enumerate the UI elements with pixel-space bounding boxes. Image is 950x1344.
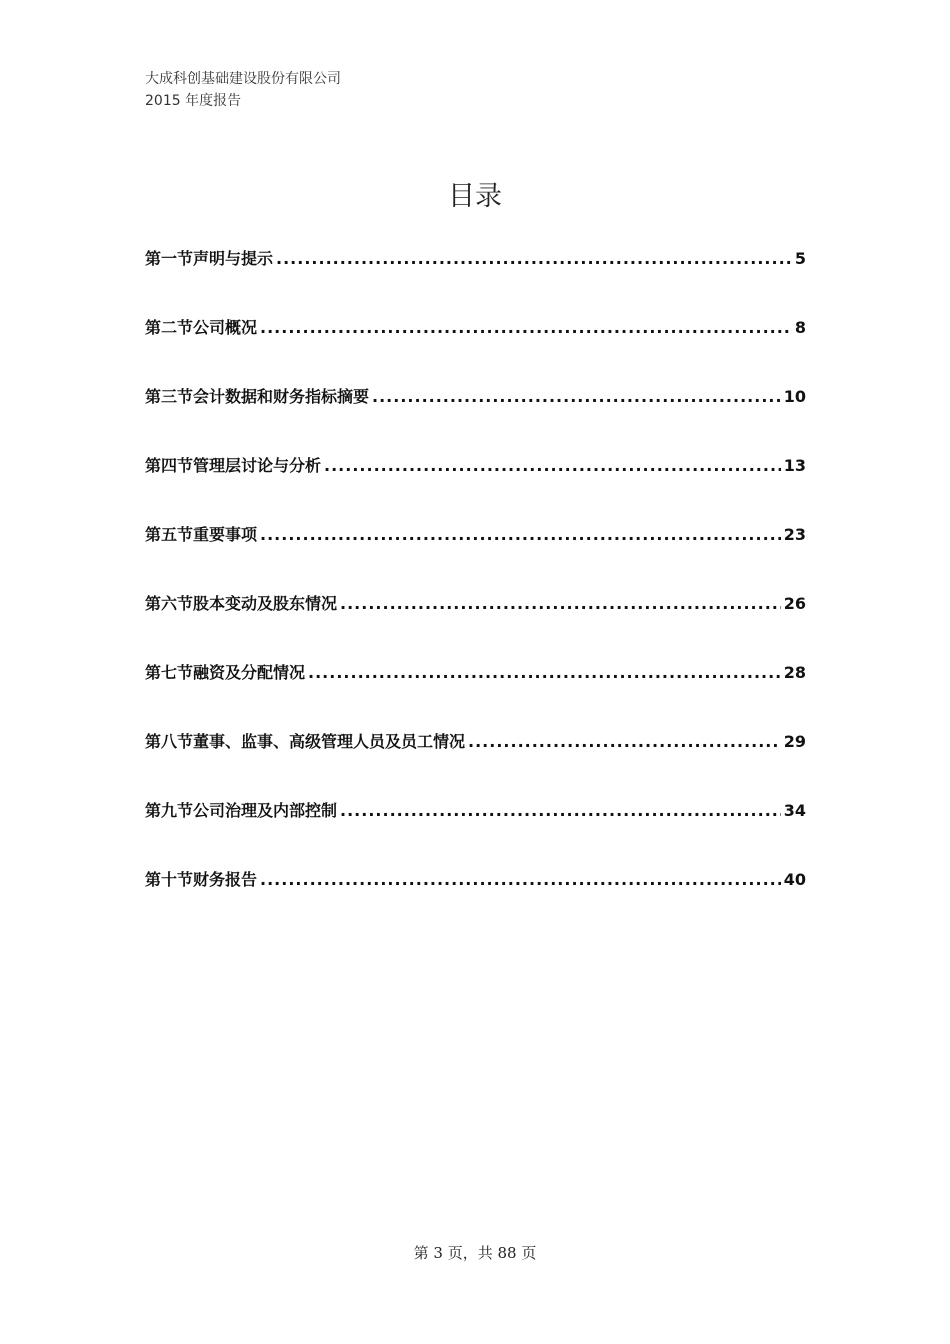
toc-entry-page: 40 — [783, 870, 806, 889]
toc-entry[interactable] — [145, 522, 806, 591]
toc-entry-label: 第八节董事、监事、高级管理人员及员工情况 — [145, 732, 466, 751]
toc-entry[interactable] — [145, 729, 806, 798]
toc-entry[interactable] — [145, 246, 806, 315]
toc-entry-page: 23 — [783, 525, 806, 544]
toc-entry-page: 10 — [783, 387, 806, 406]
toc-entry-label: 第十节财务报告 — [145, 870, 258, 889]
toc-entry-label: 第二节公司概况 — [145, 318, 258, 337]
toc-dot-leader — [260, 525, 781, 544]
page-footer: 第 3 页，共 88 页 — [413, 1244, 537, 1262]
toc-dot-leader — [340, 801, 781, 820]
page-header — [145, 68, 341, 112]
toc-entry[interactable] — [145, 798, 806, 867]
toc-entry[interactable] — [145, 867, 806, 936]
toc-entry-page: 26 — [783, 594, 806, 613]
toc-entry-label: 第七节融资及分配情况 — [145, 663, 306, 682]
toc-entry-page: 5 — [794, 249, 806, 268]
table-of-contents — [145, 246, 806, 936]
toc-entry-label: 第三节会计数据和财务指标摘要 — [145, 387, 370, 406]
toc-entry-page: 28 — [783, 663, 806, 682]
toc-entry-label: 第五节重要事项 — [145, 525, 258, 544]
toc-dot-leader — [260, 870, 781, 889]
toc-entry[interactable] — [145, 591, 806, 660]
company-name: 大成科创基础建设股份有限公司 — [145, 71, 341, 87]
toc-entry-page: 29 — [783, 732, 806, 751]
toc-dot-leader — [468, 732, 781, 751]
toc-entry[interactable] — [145, 453, 806, 522]
toc-entry-label: 第九节公司治理及内部控制 — [145, 801, 338, 820]
toc-dot-leader — [340, 594, 781, 613]
toc-dot-leader — [308, 663, 781, 682]
toc-dot-leader — [372, 387, 781, 406]
page-title: 目录 — [448, 181, 502, 212]
toc-entry-label: 第四节管理层讨论与分析 — [145, 456, 322, 475]
toc-dot-leader — [324, 456, 781, 475]
toc-entry[interactable] — [145, 315, 806, 384]
toc-entry-page: 34 — [783, 801, 806, 820]
toc-entry-label: 第六节股本变动及股东情况 — [145, 594, 338, 613]
toc-dot-leader — [276, 249, 792, 268]
toc-entry[interactable] — [145, 660, 806, 729]
toc-dot-leader — [260, 318, 792, 337]
toc-entry-label: 第一节声明与提示 — [145, 249, 274, 268]
toc-entry[interactable] — [145, 384, 806, 453]
toc-entry-page: 13 — [783, 456, 806, 475]
toc-entry-page: 8 — [794, 318, 806, 337]
report-name: 2015 年度报告 — [145, 93, 242, 109]
